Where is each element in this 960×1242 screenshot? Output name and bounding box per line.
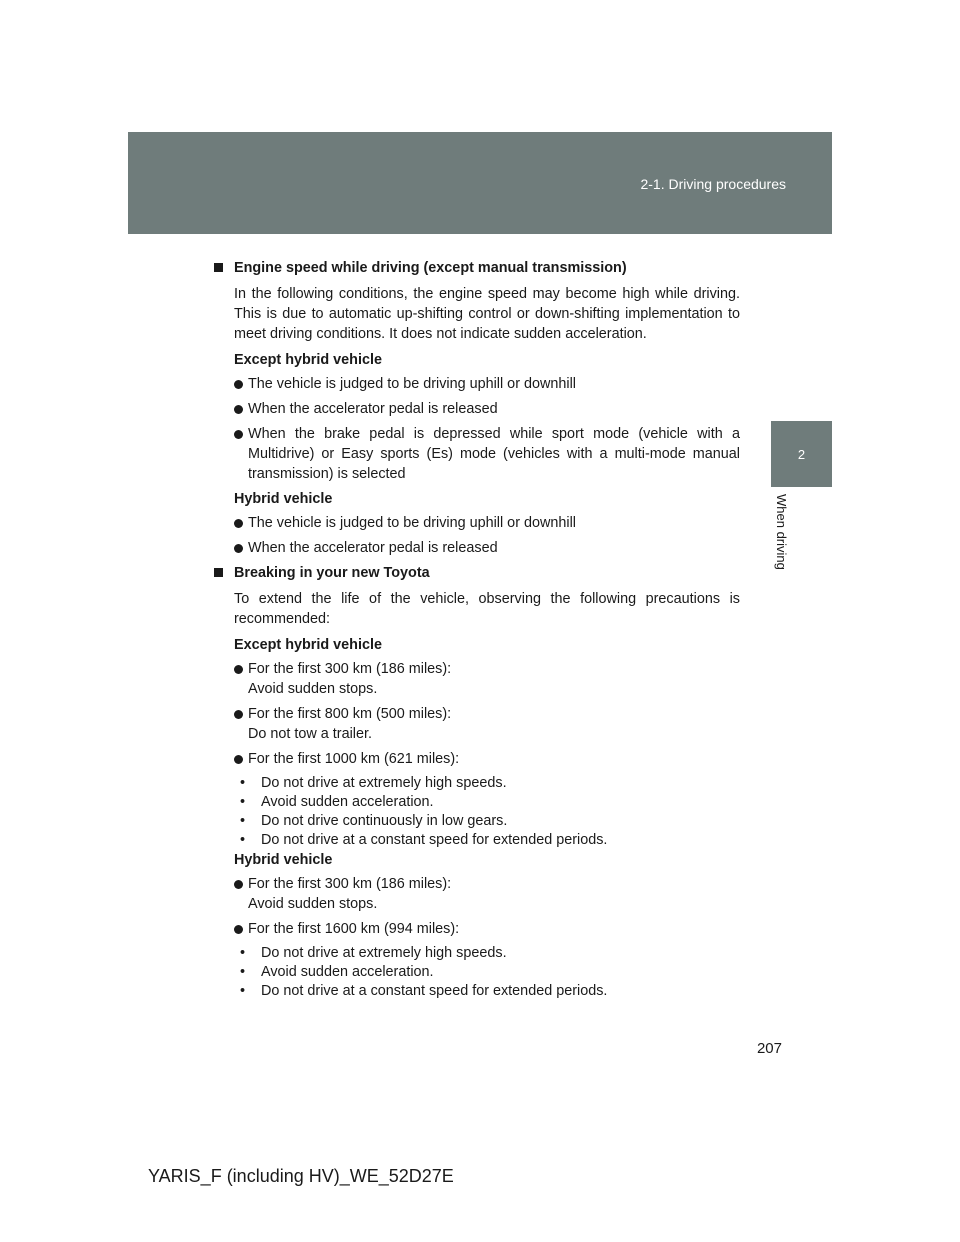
round-bullet-icon [234, 665, 243, 674]
square-bullet-icon [214, 568, 223, 577]
sub-list [234, 944, 740, 1001]
list-item: For the first 1000 km (621 miles): [234, 749, 740, 769]
round-bullet-icon [234, 405, 243, 414]
list-item: The vehicle is judged to be driving uphill or downhill [234, 374, 740, 394]
square-bullet-icon [214, 263, 223, 272]
list-item: For the first 800 km (500 miles): Do not tow a trailer. [234, 704, 740, 744]
page-number: 207 [756, 1040, 782, 1057]
section-heading: Breaking in your new Toyota [212, 563, 740, 583]
round-bullet-icon [234, 755, 243, 764]
list-item: For the first 300 km (186 miles): Avoid sudden stops. [234, 874, 740, 914]
side-strip [771, 234, 832, 1044]
sub-list-item: • Do not drive at a constant speed for extended periods. [240, 983, 608, 999]
section-heading: Engine speed while driving (except manual transmission) [212, 258, 740, 278]
paragraph: To extend the life of the vehicle, observing the following precautions is recommended: [234, 591, 740, 627]
paragraph: In the following conditions, the engine speed may become high while driving. This is due to automatic up-shifting control or down-shifting implementation to meet driving conditions. It does not indicate sudden acceleration. [234, 286, 740, 342]
sub-list-item: • Do not drive continuously in low gears. [240, 813, 508, 829]
header-band [128, 132, 832, 234]
sub-list-item: • Do not drive at a constant speed for extended periods. [240, 832, 608, 848]
chapter-label [774, 494, 797, 584]
chapter-tab [771, 421, 832, 487]
subheading: Hybrid vehicle [234, 852, 333, 868]
round-bullet-icon [234, 710, 243, 719]
subheading: Except hybrid vehicle [234, 352, 382, 368]
round-bullet-icon [234, 880, 243, 889]
section-title: 2-1. Driving procedures [640, 176, 786, 192]
page-content [212, 258, 740, 1001]
round-bullet-icon [234, 925, 243, 934]
list-item: For the first 300 km (186 miles): Avoid sudden stops. [234, 659, 740, 699]
list-item: The vehicle is judged to be driving uphill or downhill [234, 513, 740, 533]
round-bullet-icon [234, 519, 243, 528]
sub-list-item: • Do not drive at extremely high speeds. [240, 945, 507, 961]
list-item: For the first 1600 km (994 miles): [234, 919, 740, 939]
sub-list-item: • Avoid sudden acceleration. [240, 794, 434, 810]
round-bullet-icon [234, 544, 243, 553]
sub-list-item: • Do not drive at extremely high speeds. [240, 775, 507, 791]
round-bullet-icon [234, 430, 243, 439]
chapter-label-text: When driving [774, 494, 789, 570]
list-item: When the accelerator pedal is released [234, 538, 740, 558]
sub-list-item: • Avoid sudden acceleration. [240, 964, 434, 980]
list-item: When the accelerator pedal is released [234, 399, 740, 419]
sub-list [234, 774, 740, 850]
subheading: Hybrid vehicle [234, 491, 333, 507]
list-item: When the brake pedal is depressed while sport mode (vehicle with a Multidrive) or Easy sports (Es) mode (vehicles with a multi-mode manual transmission) is selected [234, 424, 740, 484]
round-bullet-icon [234, 380, 243, 389]
subheading: Except hybrid vehicle [234, 637, 382, 653]
footer-code: YARIS_F (including HV)_WE_52D27E [148, 1166, 454, 1186]
chapter-number: 2 [797, 447, 806, 462]
